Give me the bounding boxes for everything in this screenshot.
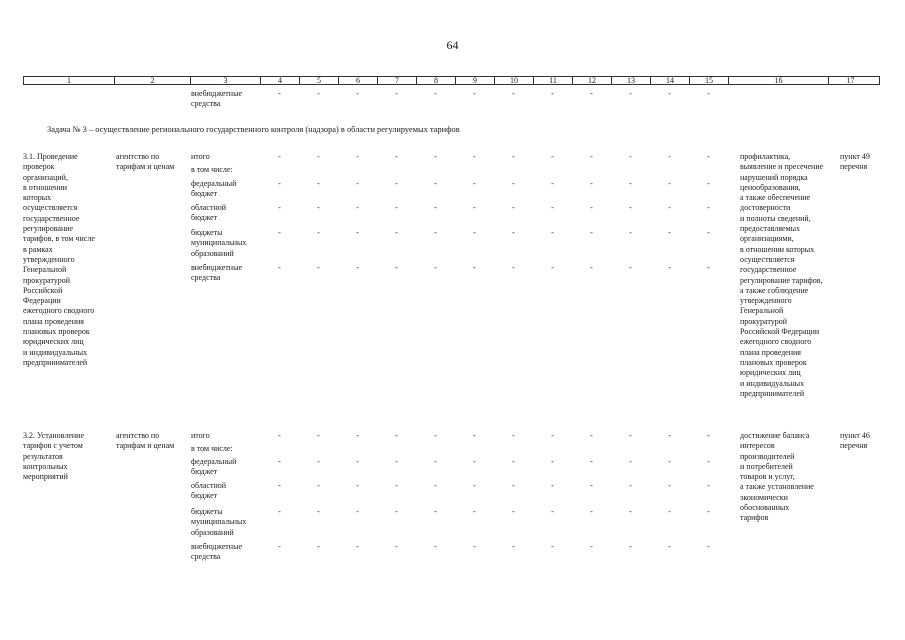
source-label: итого (191, 431, 210, 440)
col-11: 11 (534, 77, 573, 84)
source-label: в том числе: (191, 165, 233, 174)
col-8: 8 (417, 77, 456, 84)
col-2: 2 (115, 77, 191, 84)
source-label: внебюджетные средства (191, 542, 242, 562)
measure-executor: агентство по тарифам и ценам (116, 152, 175, 172)
page-number: 64 (446, 38, 459, 52)
dash-row: - - - - - - - - - - - - (278, 152, 710, 161)
top-dashes: - - - - - - - - - - - - (278, 89, 710, 98)
source-label: федеральный бюджет (191, 179, 237, 199)
dash-row: - - - - - - - - - - - - (278, 179, 710, 188)
col-15: 15 (690, 77, 729, 84)
task-title: Задача № 3 – осуществление регионального государственного контроля (надзора) в области регулируемых тарифов (47, 125, 460, 134)
measure-name: 3.1. Проведение проверок организаций, в отношении которых осуществляется государственное регулирование тарифов, в том числе в рамках утвержденного Генеральной прокуратурой Российской Федерации ежегодного сводного плана проведения плановых проверок юридических лиц и индивидуальных предпринимателей (23, 152, 95, 367)
top-source-label: внебюджетные средства (191, 89, 242, 109)
dash-row: - - - - - - - - - - - - (278, 431, 710, 440)
measure-result: достижение баланса интересов производителей и потребителей товаров и услуг, а также установление экономически обоснованных тарифов (740, 431, 814, 523)
measure-reference: пункт 49 перечня (840, 152, 870, 172)
source-label: областной бюджет (191, 481, 227, 501)
source-label: федеральный бюджет (191, 457, 237, 477)
col-12: 12 (573, 77, 612, 84)
source-label: областной бюджет (191, 203, 227, 223)
col-3: 3 (191, 77, 261, 84)
source-label: в том числе: (191, 444, 233, 453)
measure-result: профилактика, выявление и пресечение нарушений порядка ценообразования, а также обеспечение достоверности и полноты сведений, предоставляемых организациями, в отношении которых осуществляется государственное регулирование тарифов, а также соблюдение утвержденного Генеральной прокуратурой Российской Федерации ежегодного сводного плана проведения плановых проверок юридических лиц и индивидуальных предпринимателей (740, 152, 824, 398)
col-13: 13 (612, 77, 651, 84)
col-1: 1 (24, 77, 115, 84)
source-label: внебюджетные средства (191, 263, 242, 283)
col-10: 10 (495, 77, 534, 84)
source-label: итого (191, 152, 210, 161)
col-4: 4 (261, 77, 300, 84)
col-16: 16 (729, 77, 829, 84)
measure-reference: пункт 46 перечня (840, 431, 870, 451)
column-number-header (23, 76, 880, 85)
source-label: бюджеты муниципальных образований (191, 507, 247, 537)
dash-row: - - - - - - - - - - - - (278, 203, 710, 212)
dash-row: - - - - - - - - - - - - (278, 263, 710, 272)
dash-row: - - - - - - - - - - - - (278, 481, 710, 490)
dash-row: - - - - - - - - - - - - (278, 507, 710, 516)
source-label: бюджеты муниципальных образований (191, 228, 247, 258)
col-14: 14 (651, 77, 690, 84)
col-5: 5 (300, 77, 339, 84)
col-6: 6 (339, 77, 378, 84)
dash-row: - - - - - - - - - - - - (278, 542, 710, 551)
col-7: 7 (378, 77, 417, 84)
col-9: 9 (456, 77, 495, 84)
dash-row: - - - - - - - - - - - - (278, 228, 710, 237)
measure-name: 3.2. Установление тарифов с учетом результатов контрольных мероприятий (23, 431, 85, 482)
dash-row: - - - - - - - - - - - - (278, 457, 710, 466)
measure-executor: агентство по тарифам и ценам (116, 431, 175, 451)
col-17: 17 (846, 76, 855, 85)
